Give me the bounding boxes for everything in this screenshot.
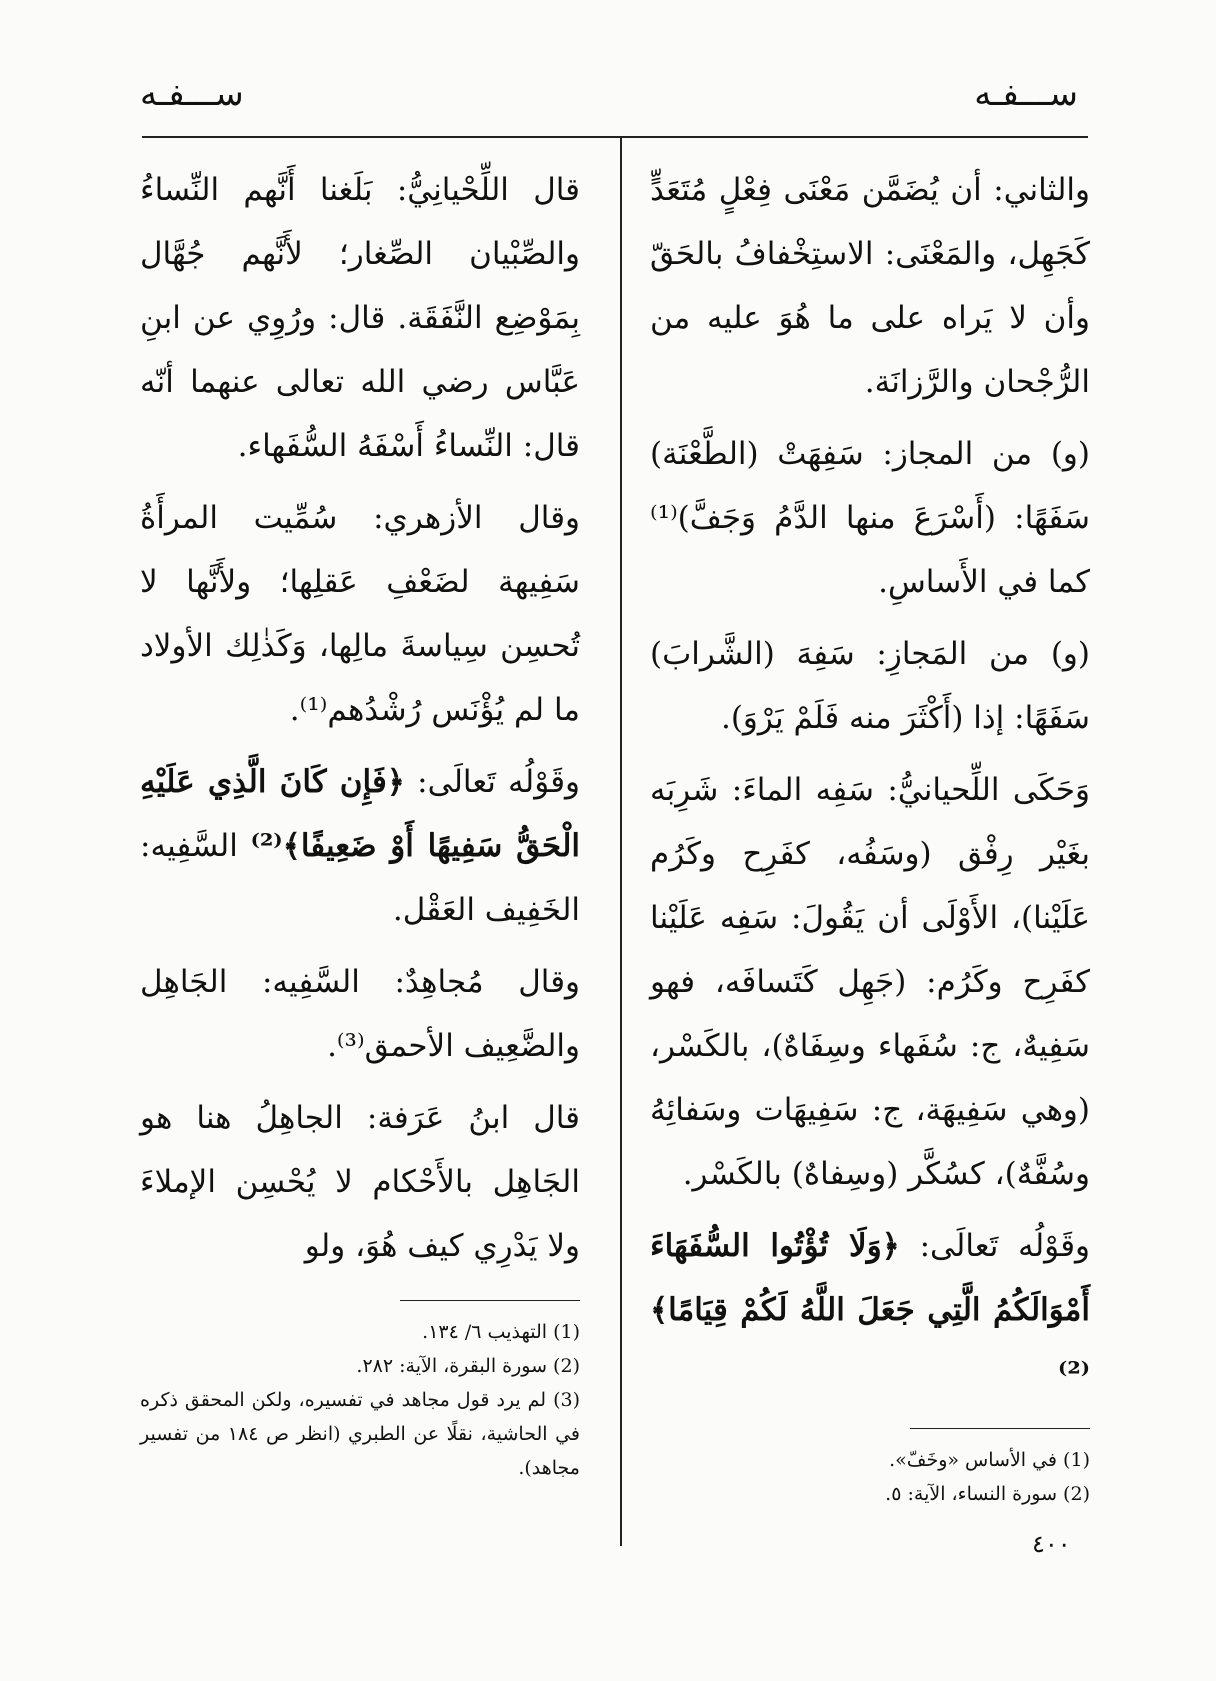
footnote-rule [400,1300,580,1301]
page-number: ٤٠٠ [1032,1530,1071,1558]
header-word-right: ســـفـه [974,74,1078,114]
footnote-rule [910,1428,1090,1429]
quran-verse: ﴿فَإِن كَانَ الَّذِي عَلَيْهِ الْحَقُّ سَفِيهًا أَوْ ضَعِيفًا﴾⁽²⁾ [140,764,580,864]
paragraph: (و) من المَجازِ: سَفِهَ (الشَّرابَ) سَفَهًا: إذا (أَكْثَرَ منه فَلَمْ يَرْوَ). [650,636,1090,736]
quran-after: السَّفِيه: الخَفِيف العَقْل. [140,828,580,928]
header-word-left: ســـفـه [140,74,244,114]
quran-paragraph [650,1214,1090,1406]
left-column [140,158,580,1485]
paragraph: (و) من المجاز: سَفِهَتْ (الطَّعْنَة) سَفَهًا: (أَسْرَعَ منها الدَّمُ وَجَفَّ)⁽¹⁾ كما في الأَساسِ. [650,436,1090,600]
quran-intro: وقَوْلُه تَعالَى: [899,1228,1090,1264]
footnote: (3) لم يرد قول مجاهد في تفسيره، ولكن المحقق ذكره في الحاشية، نقلًا عن الطبري (انظر ص ١٨٤ من تفسير مجاهد). [140,1389,580,1479]
paragraph: وَحَكَى اللِّحيانيُّ: سَفِه الماءَ: شَرِبَه بغَيْر رِفْق (وسَفُه، كفَرِح وكَرُم عَلَيْنا)، الأَوْلَى أن يَقُولَ: سَفِه عَلَيْنا كفَرِح وكَرُم: (جَهِل كَتَسافَه، فهو سَفِيهٌ، ج: سُفَهاء وسِفَاهٌ)، بالكَسْر، (وهي سَفِيهَة، ج: سَفِيهَات وسَفائِهُ وسُفَّهٌ)، كسُكَّر (وسِفاهٌ) بالكَسْر. [650,772,1090,1192]
quran-paragraph [140,750,580,942]
paragraph: قال ابنُ عَرَفة: الجاهِلُ هنا هو الجَاهِل بالأَحْكام لا يُحْسِن الإملاءَ ولا يَدْرِي كيف هُوَ، ولو [140,1100,580,1264]
footnote: (2) سورة النساء، الآية: ٥. [885,1483,1090,1505]
header-rule [142,136,1088,138]
right-column [650,158,1090,1511]
paragraph: والثاني: أن يُضَمَّن مَعْنَى فِعْلٍ مُتَعَدٍّ كَجَهِل، والمَعْنَى: الاستِخْفافُ بالحَقّ وأن لا يَراه على ما هُوَ عليه من الرُّجْحان والرَّزانَة. [650,172,1090,400]
footnote: (2) سورة البقرة، الآية: ٢٨٢. [356,1355,580,1377]
paragraph: وقال مُجاهِدٌ: السَّفِيه: الجَاهِل والضَّعِيف الأحمق⁽³⁾. [140,964,580,1064]
footnote: (1) التهذيب ٦/ ١٣٤. [422,1321,580,1343]
quran-verse: ﴿وَلَا تُؤْتُوا السُّفَهَاءَ أَمْوَالَكُمُ الَّتِي جَعَلَ اللَّهُ لَكُمْ قِيَامًا﴾⁽²⁾ [650,1228,1090,1392]
column-divider [620,138,622,1546]
footnote: (1) في الأساس «وخَفّ». [889,1449,1090,1471]
quran-intro: وقَوْلُه تَعالَى: [404,764,580,800]
paragraph: قال اللِّحْيانِيُّ: بَلَغنا أَنَّهم النِّساءُ والصِّبْيان الصِّغار؛ لأَنَّهم جُهَّال بِمَوْضِع النَّفَقَة. قال: ورُوِي عن ابنِ عَبَّاس رضي الله تعالى عنهما أنّه قال: النِّساءُ أَسْفَهُ السُّفَهاء. [140,172,580,464]
paragraph: وقال الأزهري: سُمِّيت المرأَةُ سَفِيهة لضَعْفِ عَقلِها؛ ولأَنَّها لا تُحسِن سِياسةَ مالِها، وَكَذٰلِك الأولاد ما لم يُؤْنَس رُشْدُهم⁽¹⁾. [140,500,580,728]
